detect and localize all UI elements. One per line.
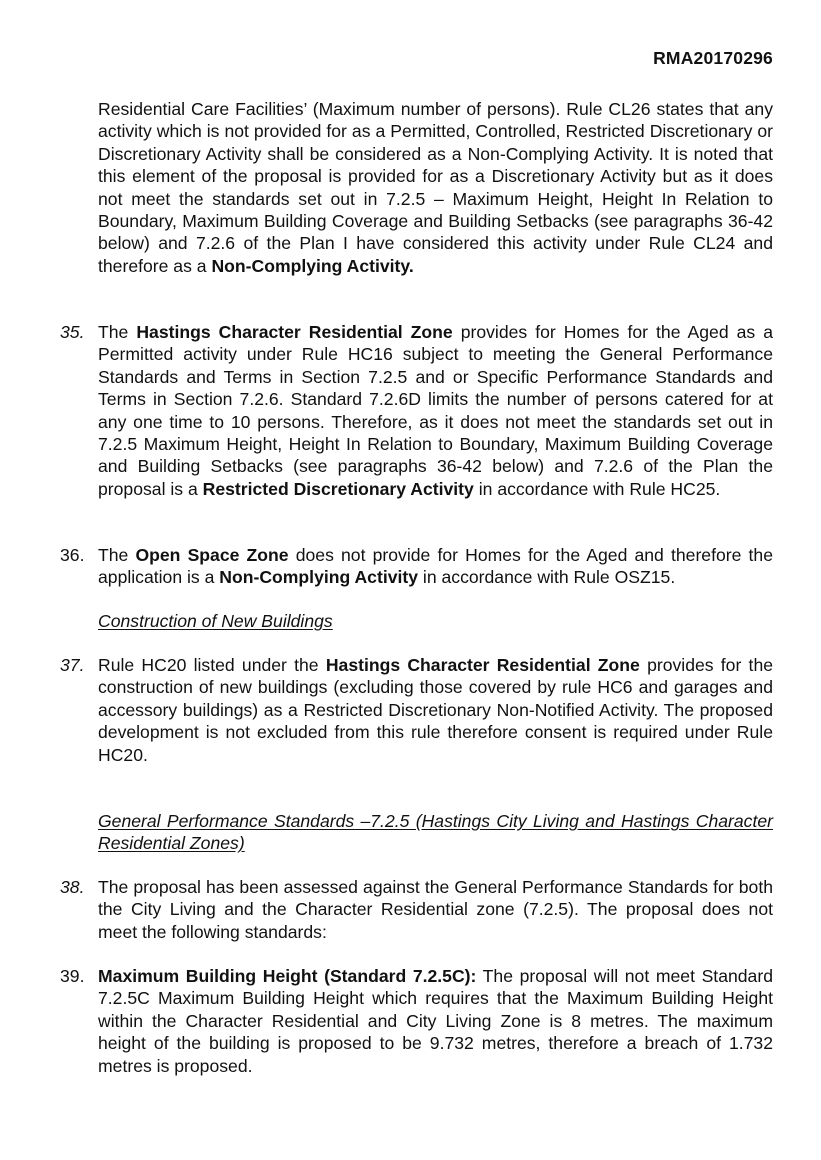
paragraph-39 <box>60 965 773 1077</box>
paragraph-text <box>98 965 773 1077</box>
paragraph-number: 37. <box>60 655 85 675</box>
paragraph-text <box>98 544 773 589</box>
paragraph-37 <box>60 654 773 766</box>
section-heading-general-standards: General Performance Standards –7.2.5 (Hastings City Living and Hastings Character Residential Zones) <box>98 811 773 854</box>
paragraph-text <box>98 654 773 766</box>
paragraph-text <box>98 876 773 943</box>
paragraph-36 <box>60 544 773 589</box>
paragraph-continuation <box>60 98 773 277</box>
text-run: The <box>98 322 137 342</box>
text-run: Rule HC20 listed under the <box>98 655 326 675</box>
paragraph-text <box>98 321 773 500</box>
paragraph-number: 38. <box>60 877 85 897</box>
bold-run: Hastings Character Residential Zone <box>136 322 453 342</box>
document-reference: RMA20170296 <box>653 48 773 68</box>
paragraph-38 <box>60 876 773 943</box>
bold-run: Non-Complying Activity. <box>211 255 414 276</box>
text-run: Residential Care Facilities’ (Maximum number of persons). Rule CL26 states that any activity which is not provided for as a Permitted, Controlled, Restricted Discretionary or Discretionary Activity shall be considered as a Non-Complying Activity. It is noted that this element of the proposal is provided for as a Discretionary Activity but as it does not meet the standards set out in 7.2.5 – Maximum Height, Height In Relation to Boundary, Maximum Building Coverage and Building Setbacks (see paragraphs 36-42 below) and 7.2.6 of the Plan I have considered this activity under Rule CL24 and therefore as a <box>98 99 773 276</box>
text-run: The proposal has been assessed against the General Performance Standards for both the City Living and the Character Residential zone (7.2.5). The proposal does not meet the following standards: <box>98 877 773 942</box>
text-run: provides for Homes for the Aged as a Permitted activity under Rule HC16 subject to meeting the General Performance Standards and Terms in Section 7.2.5 and or Specific Performance Standards and Terms in Section 7.2.6. Standard 7.2.6D limits the number of persons catered for at any one time to 10 persons. Therefore, as it does not meet the standards set out in 7.2.5 Maximum Height, Height In Relation to Boundary, Maximum Building Coverage and Building Setbacks (see paragraphs 36-42 below) and 7.2.6 of the Plan the proposal is a <box>98 322 773 499</box>
bold-run: Hastings Character Residential Zone <box>325 655 640 675</box>
text-run: does not provide for Homes for the Aged and therefore the application is a <box>98 545 773 588</box>
paragraph-number: 35. <box>60 322 85 342</box>
paragraph-text <box>98 98 773 277</box>
text-run: The <box>98 545 136 565</box>
text-run: in accordance with Rule OSZ15. <box>418 567 676 588</box>
bold-run: Open Space Zone <box>135 545 289 565</box>
text-run: provides for the construction of new buildings (excluding those covered by rule HC6 and garages and accessory buildings) as a Restricted Discretionary Non-Notified Activity. The proposed development is not excluded from this rule therefore consent is required under Rule HC20. <box>98 655 774 765</box>
text-run: The proposal will not meet Standard 7.2.5C Maximum Building Height which requires that the Maximum Building Height within the Character Residential and City Living Zone is 8 metres. The maximum height of the building is proposed to be 9.732 metres, therefore a breach of 1.732 metres is proposed. <box>98 966 773 1076</box>
paragraph-number: 39. <box>60 966 85 986</box>
section-heading-construction: Construction of New Buildings <box>98 611 333 631</box>
bold-run: Non-Complying Activity <box>219 567 419 588</box>
bold-run: Maximum Building Height (Standard 7.2.5C): <box>98 966 477 986</box>
paragraph-35 <box>60 321 773 500</box>
bold-run: Restricted Discretionary Activity <box>202 478 474 499</box>
text-run: in accordance with Rule HC25. <box>473 478 721 499</box>
paragraph-number: 36. <box>60 545 85 565</box>
